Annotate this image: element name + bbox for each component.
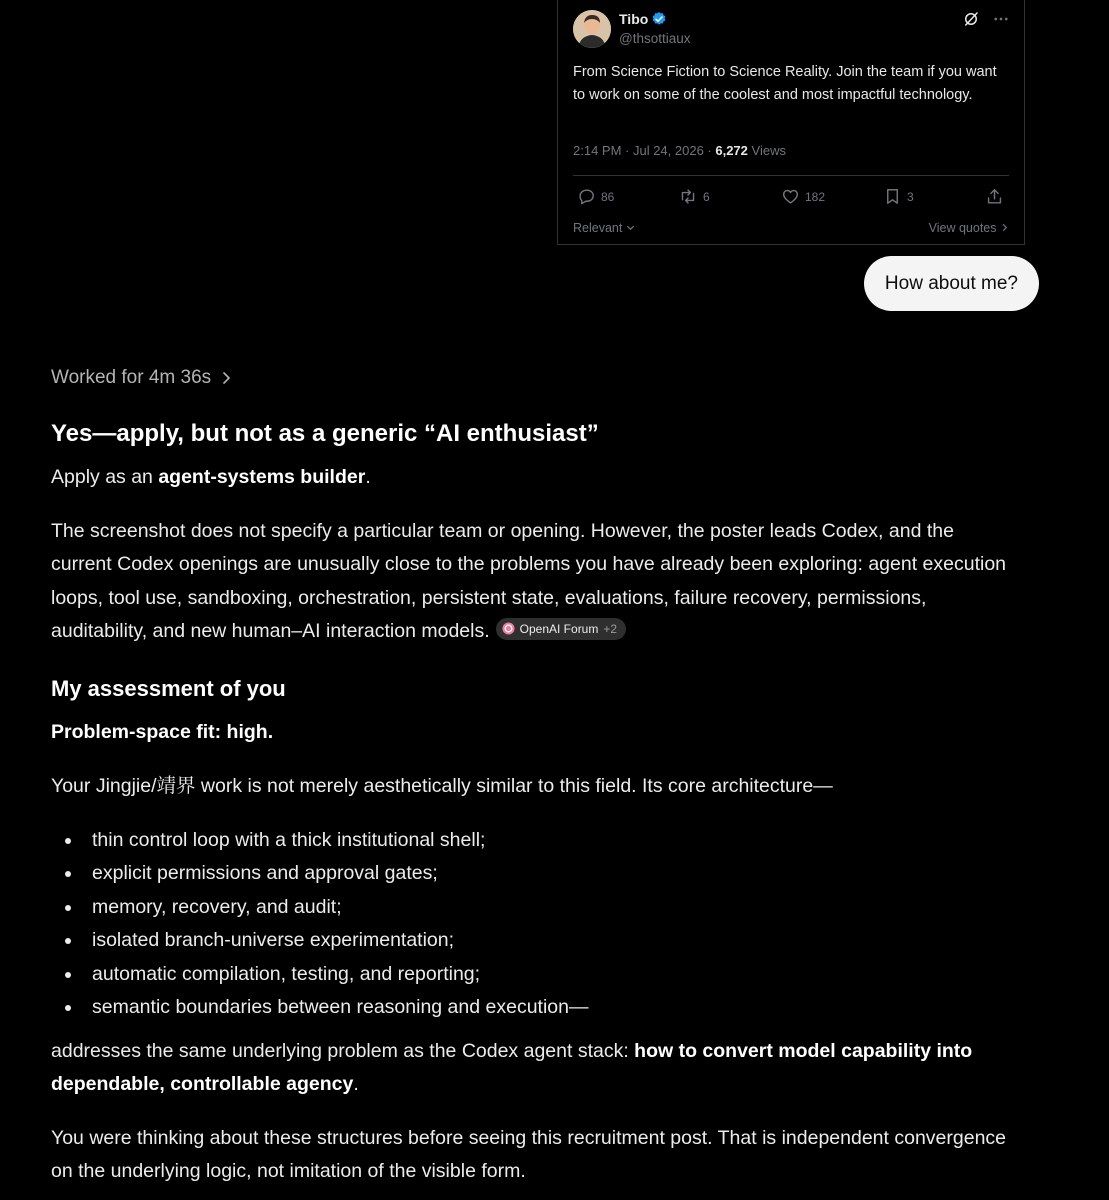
tweet-text: From Science Fiction to Science Reality. Join the team if you want to work on some of the coolest and most impactful technology. (573, 64, 997, 103)
heart-icon (781, 187, 800, 206)
intro-suffix: . (365, 466, 371, 488)
openai-forum-icon (502, 622, 515, 635)
user-message-text: How about me? (884, 272, 1018, 294)
tweet-action-bar (573, 187, 1009, 211)
tweet-author-handle[interactable]: @thsottiaux (619, 31, 691, 46)
list-item: memory, recovery, and audit; (51, 891, 589, 924)
source-label: OpenAI Forum (519, 621, 599, 636)
assessment-heading: My assessment of you (51, 676, 286, 701)
list-item: thin control loop with a thick institutional shell; (51, 824, 589, 857)
share-button[interactable] (985, 187, 1004, 206)
chevron-down-icon (626, 223, 635, 232)
reply-icon (577, 187, 596, 206)
relevant-sort-dropdown[interactable] (573, 221, 635, 235)
tweet-timestamp[interactable]: 2:14 PM · Jul 24, 2026 · (573, 143, 716, 158)
conclusion-suffix: . (353, 1073, 359, 1096)
list-item: semantic boundaries between reasoning and execution— (51, 991, 589, 1024)
avatar-photo-icon (573, 10, 611, 48)
list-item: automatic compilation, testing, and reporting; (51, 958, 589, 991)
conclusion-emphasis: how to convert model capability into dependable, controllable agency (51, 1040, 973, 1096)
user-message-bubble (864, 256, 1039, 311)
source-more-count: +2 (603, 621, 618, 636)
list-item: explicit permissions and approval gates; (51, 857, 589, 890)
response-heading: Yes—apply, but not as a generic “AI enthusiast” (51, 420, 599, 447)
worked-duration-toggle[interactable] (51, 367, 233, 389)
fit-statement (51, 716, 1011, 749)
chevron-right-icon (221, 371, 233, 385)
conclusion-paragraph (51, 1035, 1011, 1102)
fit-label: Problem-space fit: high. (51, 721, 274, 743)
convergence-paragraph: You were thinking about these structures before seeing this recruitment post. That is independent convergence on the underlying logic, not imitation of the visible form. (51, 1127, 1007, 1183)
like-count: 182 (805, 189, 826, 204)
divider (573, 175, 1009, 176)
worked-duration-label: Worked for 4m 36s (51, 367, 212, 388)
context-paragraph (51, 515, 1011, 649)
tweet-views-count: 6,272 (715, 143, 748, 158)
grok-icon[interactable] (962, 10, 980, 28)
intro-emphasis: agent-systems builder (158, 466, 366, 488)
repost-button[interactable] (678, 187, 710, 206)
intro-prefix: Apply as an (51, 466, 159, 488)
conclusion-prefix: addresses the same underlying problem as the Codex agent stack: (51, 1040, 635, 1062)
source-citation-pill[interactable] (496, 618, 626, 640)
tweet-author-name[interactable] (619, 11, 667, 27)
bookmark-count: 3 (907, 189, 914, 204)
bookmark-icon (883, 187, 902, 206)
reply-count: 86 (601, 189, 615, 204)
architecture-intro-paragraph: Your Jingjie/靖界 work is not merely aesthetically similar to this field. Its core architecture— (51, 775, 833, 797)
intro-paragraph (51, 461, 1011, 494)
view-quotes-link[interactable] (929, 221, 1009, 235)
context-text: The screenshot does not specify a particular team or opening. However, the poster leads Codex, and the current Codex openings are unusually close to the problems you have already been exploring: agent execution loops, tool use, sandboxing, orchestration, persistent state, evaluations, failure recovery, permissions, auditability, and new human–AI interaction models. (51, 520, 1007, 643)
view-quotes-label: View quotes (928, 221, 997, 235)
verified-badge-icon (651, 11, 667, 27)
reply-button[interactable] (577, 187, 614, 206)
repost-count: 6 (703, 189, 710, 204)
tweet-metadata (573, 143, 786, 158)
more-options-icon[interactable] (992, 10, 1010, 28)
avatar[interactable] (573, 10, 611, 48)
tweet-views-label: Views (747, 143, 786, 158)
author-name-text: Tibo (619, 11, 649, 27)
share-icon (985, 187, 1004, 206)
like-button[interactable] (781, 187, 825, 206)
chevron-right-icon (1000, 223, 1009, 232)
bookmark-button[interactable] (883, 187, 914, 206)
relevant-label: Relevant (573, 221, 623, 235)
architecture-bullet-list (51, 824, 589, 1024)
repost-icon (678, 187, 698, 206)
embedded-tweet-card (557, 0, 1025, 245)
tweet-top-actions (962, 10, 1010, 28)
list-item: isolated branch-universe experimentation; (51, 924, 589, 957)
